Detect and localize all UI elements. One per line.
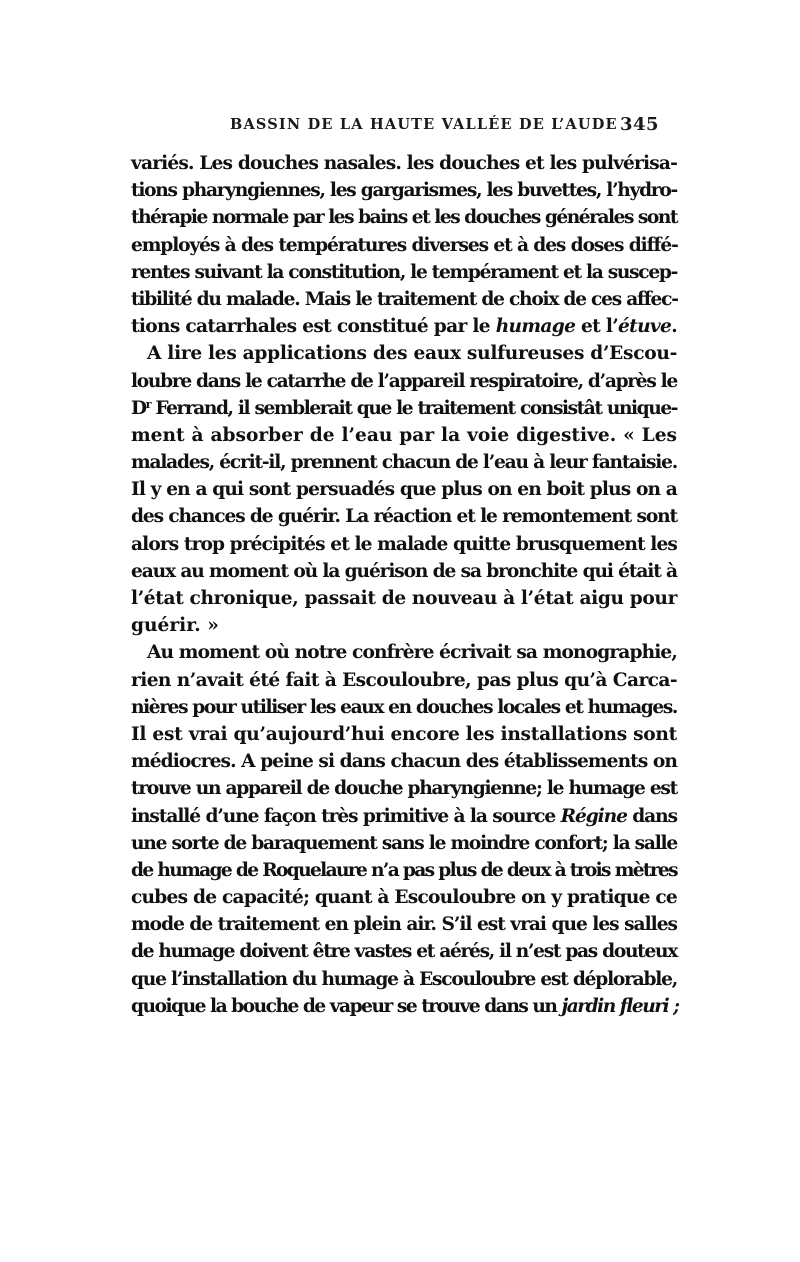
text-line: A lire les applications des eaux sulfureuses d’Escou-	[147, 343, 677, 365]
italic-term-etuve: étuve	[618, 316, 672, 338]
text-line: ment à absorber de l’eau par la voie digestive. « Les	[131, 424, 677, 446]
text-line	[131, 993, 677, 1020]
text-line: Au moment où notre confrère écrivait sa monographie,	[147, 642, 677, 664]
text-line: trouve un appareil de douche pharyngienne; le humage est	[131, 778, 678, 800]
page-number: 345	[620, 114, 660, 135]
text-run: D	[131, 397, 146, 419]
text-line: de humage doivent être vastes et aérés, il n’est pas douteux	[131, 941, 677, 963]
text-line	[131, 313, 677, 340]
text-line: rien n’avait été fait à Escouloubre, pas plus qu’à Carca-	[131, 669, 677, 691]
text-line: Il est vrai qu’aujourd’hui encore les installations sont	[131, 723, 677, 745]
text-line: eaux au moment où la guérison de sa bronchite qui était à	[131, 560, 677, 582]
text-run: Ferrand, il semblerait que le traitement consistât unique-	[150, 397, 677, 419]
text-line: thérapie normale par les bains et les douches générales sont	[131, 207, 677, 229]
text-line: tions pharyngiennes, les gargarismes, les buvettes, l’hydro-	[131, 180, 677, 202]
paragraph-1	[131, 150, 677, 340]
italic-term-regine: Régine	[560, 805, 627, 827]
text-line	[131, 395, 677, 422]
text-line	[131, 803, 677, 830]
paragraph-2	[131, 340, 677, 639]
text-line: alors trop précipités et le malade quitte brusquement les	[131, 533, 677, 555]
text-run: dans	[626, 805, 678, 827]
text-run: quoique la bouche de vapeur se trouve dans un	[131, 995, 562, 1017]
text-line: variés. Les douches nasales. les douches et les pulvérisa-	[131, 153, 677, 174]
text-line: mode de traitement en plein air. S’il est vrai que les salles	[131, 914, 677, 936]
text-line: des chances de guérir. La réaction et le remontement sont	[131, 506, 677, 528]
text-line: nières pour utiliser les eaux en douches locales et humages.	[131, 696, 677, 718]
text-line: employés à des températures diverses et à des doses diffé-	[131, 234, 678, 256]
text-run: installé d’une façon très primitive à la source	[131, 805, 561, 827]
text-line: tibilité du malade. Mais le traitement de choix de ces affec-	[131, 288, 678, 310]
text-line: malades, écrit-il, prennent chacun de l’eau à leur fantaisie.	[131, 452, 677, 474]
text-line: de humage de Roquelaure n’a pas plus de deux à trois mètres	[131, 859, 677, 881]
italic-term-humage: humage	[495, 316, 576, 338]
text-line: une sorte de baraquement sans le moindre confort; la salle	[131, 832, 677, 854]
text-line: médiocres. A peine si dans chacun des établissements on	[131, 751, 677, 773]
text-line: que l’installation du humage à Escouloubre est déplorable,	[131, 968, 677, 990]
superscript: r	[145, 397, 151, 411]
running-head	[0, 116, 800, 138]
text-line: Il y en a qui sont persuadés que plus on en boit plus on a	[131, 479, 677, 501]
text-run: et l’	[575, 316, 619, 338]
text-line: loubre dans le catarrhe de l’appareil respiratoire, d’après le	[131, 370, 677, 392]
paragraph-3	[131, 639, 677, 1020]
text-run: tions catarrhales est constitué par le	[131, 316, 496, 338]
running-title: BASSIN DE LA HAUTE VALLÉE DE L’AUDE	[230, 116, 618, 133]
text-line: l’état chronique, passait de nouveau à l’état aigu pour	[131, 588, 677, 609]
text-line: guérir. »	[131, 615, 219, 637]
text-line: cubes de capacité; quant à Escouloubre on y pratique ce	[131, 887, 677, 909]
body-text	[131, 150, 677, 1020]
text-run: .	[671, 316, 677, 338]
text-line: rentes suivant la constitution, le tempérament et la suscep-	[131, 261, 677, 283]
italic-term-jardin-fleuri: jardin fleuri ;	[561, 995, 679, 1017]
